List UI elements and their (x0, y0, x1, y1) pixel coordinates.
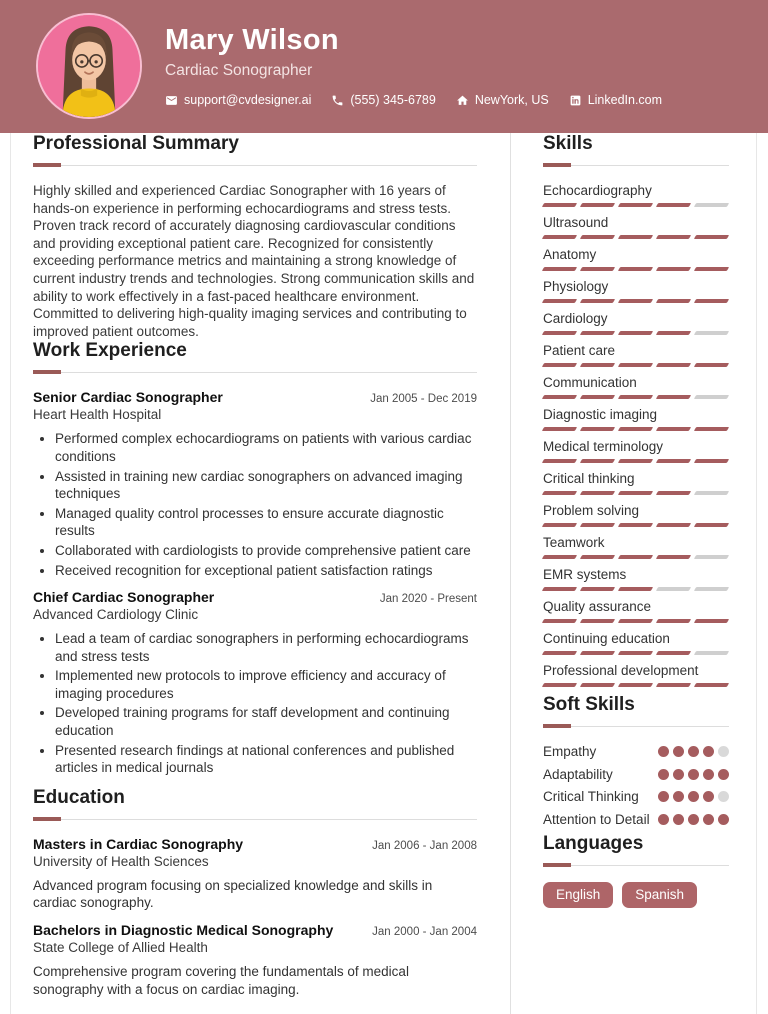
education-list (33, 836, 477, 998)
skill-bar-segment (618, 235, 653, 239)
skill-item (543, 214, 729, 239)
education-entry (33, 836, 477, 912)
soft-skill-label: Critical Thinking (543, 789, 639, 804)
soft-skills-heading: Soft Skills (543, 694, 635, 715)
heading-rule (543, 863, 729, 867)
soft-skill-dot (718, 769, 729, 780)
skill-item (543, 342, 729, 367)
skill-level-bar (543, 331, 729, 335)
skill-label: Professional development (543, 663, 699, 678)
phone-text: (555) 345-6789 (350, 93, 436, 107)
soft-skill-dots (658, 743, 729, 760)
education-description: Advanced program focusing on specialized knowledge and skills in cardiac sonography. (33, 877, 433, 911)
skill-bar-segment (618, 395, 653, 399)
skill-bar-segment (580, 555, 615, 559)
languages-heading: Languages (543, 833, 644, 854)
skill-label: Diagnostic imaging (543, 407, 658, 422)
skill-level-bar (543, 683, 729, 687)
soft-skill-dot (703, 746, 714, 757)
skill-item (543, 406, 729, 431)
skill-bar-segment (694, 235, 729, 239)
skill-level-bar (543, 299, 729, 303)
heading-rule (33, 370, 477, 374)
skill-label: Medical terminology (543, 439, 664, 454)
experience-company: Heart Health Hospital (33, 407, 162, 423)
summary-text: Highly skilled and experienced Cardiac Sonographer with 16 years of hands-on experience in performing echocardiograms and stress tests. Proven track record of accurately diagnosing cardiovascular conditions and providing exceptional patient care. Recognized for consistently exceeding performance metrics and maintaining a strong knowledge of current industry trends and technologies. Strong communication skills and ability to work effectively in a fast-paced healthcare environment. Committed to delivering high-quality imaging services and contributing to improved patient outcomes. (33, 183, 475, 339)
skill-level-bar (543, 427, 729, 431)
page-edge-left (10, 133, 11, 1014)
experience-bullet: • Received recognition for exceptional patient satisfaction ratings (55, 562, 477, 580)
skill-bar-segment (542, 267, 577, 271)
skill-level-bar (543, 651, 729, 655)
skill-bar-segment (580, 587, 615, 591)
education-school: State College of Allied Health (33, 940, 208, 956)
main-column (33, 133, 477, 1008)
soft-skill-dot (658, 791, 669, 802)
education-school: University of Health Sciences (33, 853, 209, 869)
skill-label: Anatomy (543, 247, 597, 262)
skill-bar-segment (580, 651, 615, 655)
soft-skill-dot (718, 746, 729, 757)
location-text: NewYork, US (474, 93, 549, 107)
skill-bar-segment (618, 331, 653, 335)
experience-bullet: • Performed complex echocardiograms on patients with various cardiac conditions (55, 430, 477, 465)
skill-bar-segment (542, 331, 577, 335)
skill-bar-segment (542, 619, 577, 623)
soft-skill-item (543, 766, 729, 784)
skill-bar-segment (656, 331, 691, 335)
skill-bar-segment (618, 683, 653, 687)
experience-entry (33, 389, 477, 579)
contact-row (165, 93, 662, 107)
summary-heading: Professional Summary (33, 133, 239, 154)
skill-bar-segment (542, 203, 577, 207)
skill-level-bar (543, 459, 729, 463)
skill-bar-segment (656, 459, 691, 463)
skill-item (543, 502, 729, 527)
experience-bullet-list (33, 430, 477, 579)
skill-bar-segment (694, 299, 729, 303)
soft-skill-item (543, 811, 729, 829)
soft-skill-dots (658, 766, 729, 783)
skill-bar-segment (618, 651, 653, 655)
experience-bullet-list (33, 630, 477, 777)
skill-level-bar (543, 555, 729, 559)
skill-bar-segment (694, 427, 729, 431)
education-heading: Education (33, 786, 125, 808)
skill-bar-segment (580, 683, 615, 687)
heading-rule (33, 163, 477, 167)
skill-bar-segment (542, 427, 577, 431)
skill-label: Critical thinking (543, 471, 635, 486)
skill-bar-segment (542, 363, 577, 367)
skill-label: Communication (543, 375, 637, 390)
skill-label: Teamwork (543, 535, 605, 550)
avatar-illustration (38, 15, 140, 117)
experience-heading: Work Experience (33, 340, 187, 362)
soft-skill-dot (703, 814, 714, 825)
linkedin-icon (569, 94, 582, 107)
skill-bar-segment (656, 299, 691, 303)
job-title: Cardiac Sonographer (165, 62, 313, 79)
skill-bar-segment (656, 523, 691, 527)
skill-item (543, 438, 729, 463)
skill-bar-segment (542, 555, 577, 559)
experience-date: Jan 2005 - Dec 2019 (370, 393, 477, 406)
skill-bar-segment (542, 235, 577, 239)
skill-label: EMR systems (543, 567, 627, 582)
skill-bar-segment (580, 491, 615, 495)
language-pill: Spanish (622, 882, 697, 908)
skill-bar-segment (694, 683, 729, 687)
experience-bullet: • Assisted in training new cardiac sonographers on advanced imaging techniques (55, 468, 477, 503)
education-degree: Masters in Cardiac Sonography (33, 835, 244, 852)
education-description: Comprehensive program covering the fundamentals of medical sonography with a focus on cardiac imaging. (33, 964, 409, 997)
skill-level-bar (543, 491, 729, 495)
experience-bullet: • Managed quality control processes to ensure accurate diagnostic results (55, 505, 477, 540)
skill-item (543, 598, 729, 623)
soft-skill-dot (688, 746, 699, 757)
skill-bar-segment (694, 363, 729, 367)
skill-bar-segment (542, 395, 577, 399)
skill-label: Ultrasound (543, 215, 609, 230)
skill-bar-segment (618, 523, 653, 527)
soft-skill-dot (688, 791, 699, 802)
skill-bar-segment (580, 459, 615, 463)
experience-entry-header (33, 389, 477, 405)
soft-skill-dot (673, 791, 684, 802)
soft-skill-dot (718, 814, 729, 825)
skill-label: Physiology (543, 279, 609, 294)
skill-bar-segment (694, 619, 729, 623)
skill-bar-segment (542, 587, 577, 591)
soft-skill-dot (688, 814, 699, 825)
skill-bar-segment (580, 267, 615, 271)
skill-bar-segment (618, 619, 653, 623)
email-text: support@cvdesigner.ai (184, 93, 312, 107)
skills-list (543, 182, 729, 687)
skill-bar-segment (694, 491, 729, 495)
soft-skill-dot (703, 791, 714, 802)
skill-bar-segment (580, 619, 615, 623)
soft-skill-item (543, 788, 729, 806)
skill-item (543, 374, 729, 399)
page-edge-right (756, 133, 757, 1014)
skill-bar-segment (580, 203, 615, 207)
soft-skill-dot (673, 746, 684, 757)
experience-bullet: • Lead a team of cardiac sonographers in performing echocardiograms and stress tests (55, 630, 477, 665)
column-divider (510, 133, 511, 1014)
person-name: Mary Wilson (165, 24, 339, 56)
skill-bar-segment (694, 555, 729, 559)
heading-rule (33, 817, 477, 821)
skill-bar-segment (618, 363, 653, 367)
skill-bar-segment (694, 651, 729, 655)
soft-skill-dots (658, 788, 729, 805)
skill-bar-segment (580, 331, 615, 335)
email-icon (165, 94, 178, 107)
skill-bar-segment (656, 203, 691, 207)
heading-rule (543, 724, 729, 728)
experience-list (33, 389, 477, 777)
linkedin-contact[interactable] (569, 93, 662, 107)
skill-item (543, 246, 729, 271)
skill-bar-segment (656, 619, 691, 623)
experience-title: Chief Cardiac Sonographer (33, 589, 215, 606)
skill-bar-segment (580, 523, 615, 527)
skill-bar-segment (656, 587, 691, 591)
skill-bar-segment (656, 555, 691, 559)
experience-entry (33, 589, 477, 777)
skill-level-bar (543, 523, 729, 527)
soft-skill-label: Attention to Detail (543, 811, 650, 827)
skill-bar-segment (618, 587, 653, 591)
skill-bar-segment (694, 459, 729, 463)
skill-item (543, 470, 729, 495)
skill-bar-segment (542, 459, 577, 463)
skill-bar-segment (618, 203, 653, 207)
skill-item (543, 662, 729, 687)
skill-bar-segment (542, 523, 577, 527)
soft-skill-dot (658, 746, 669, 757)
skill-item (543, 534, 729, 559)
skill-bar-segment (694, 523, 729, 527)
soft-skill-dot (673, 814, 684, 825)
skill-bar-segment (580, 395, 615, 399)
experience-bullet: • Collaborated with cardiologists to provide comprehensive patient care (55, 542, 477, 560)
soft-skill-dot (688, 769, 699, 780)
linkedin-text: LinkedIn.com (587, 93, 663, 107)
skill-bar-segment (656, 235, 691, 239)
skill-bar-segment (656, 363, 691, 367)
skill-bar-segment (694, 395, 729, 399)
language-pill: English (543, 882, 613, 908)
skill-bar-segment (656, 491, 691, 495)
education-degree: Bachelors in Diagnostic Medical Sonography (33, 922, 334, 939)
skill-bar-segment (618, 299, 653, 303)
email-contact[interactable] (165, 93, 311, 107)
soft-skill-dot (658, 769, 669, 780)
skill-bar-segment (542, 299, 577, 303)
experience-company: Advanced Cardiology Clinic (33, 607, 199, 623)
experience-entry-header (33, 589, 477, 605)
education-entry (33, 922, 477, 998)
skill-bar-segment (618, 459, 653, 463)
education-entry-header (33, 922, 477, 938)
skill-bar-segment (694, 331, 729, 335)
skill-bar-segment (580, 235, 615, 239)
skill-bar-segment (618, 491, 653, 495)
skill-bar-segment (580, 299, 615, 303)
skill-item (543, 630, 729, 655)
experience-bullet: • Implemented new protocols to improve efficiency and accuracy of imaging procedures (55, 667, 477, 702)
soft-skill-dots (658, 811, 729, 828)
skill-label: Quality assurance (543, 599, 652, 614)
skill-bar-segment (656, 683, 691, 687)
soft-skills-list (543, 743, 729, 828)
experience-title: Senior Cardiac Sonographer (33, 389, 223, 406)
skill-level-bar (543, 203, 729, 207)
skill-level-bar (543, 235, 729, 239)
skills-heading: Skills (543, 133, 593, 154)
skill-bar-segment (542, 491, 577, 495)
skill-bar-segment (656, 651, 691, 655)
soft-skill-item (543, 743, 729, 761)
skill-level-bar (543, 619, 729, 623)
soft-skill-dot (718, 791, 729, 802)
skill-bar-segment (694, 203, 729, 207)
skill-item (543, 278, 729, 303)
soft-skill-dot (658, 814, 669, 825)
skill-label: Patient care (543, 343, 616, 358)
skill-bar-segment (694, 267, 729, 271)
skill-item (543, 182, 729, 207)
header-band (0, 0, 768, 133)
skill-label: Continuing education (543, 631, 670, 646)
heading-rule (543, 163, 729, 167)
skill-label: Problem solving (543, 503, 640, 518)
home-icon (456, 94, 469, 107)
skill-bar-segment (618, 555, 653, 559)
skill-bar-segment (694, 587, 729, 591)
soft-skill-label: Adaptability (543, 766, 613, 782)
languages-list (543, 882, 729, 908)
education-date: Jan 2006 - Jan 2008 (372, 839, 477, 852)
experience-bullet: • Presented research findings at national conferences and published articles in medical journals (55, 742, 477, 777)
phone-contact (331, 93, 435, 107)
profile-photo (36, 13, 142, 119)
skill-level-bar (543, 363, 729, 367)
experience-date: Jan 2020 - Present (379, 593, 477, 606)
skill-label: Echocardiography (543, 183, 652, 198)
skill-bar-segment (580, 363, 615, 367)
phone-icon (331, 94, 344, 107)
skill-bar-segment (542, 651, 577, 655)
skill-bar-segment (656, 427, 691, 431)
education-date: Jan 2000 - Jan 2004 (372, 926, 477, 939)
skill-level-bar (543, 587, 729, 591)
location-contact (456, 93, 549, 107)
soft-skill-label: Empathy (543, 744, 597, 759)
education-entry-header (33, 836, 477, 852)
skill-item (543, 566, 729, 591)
skill-bar-segment (580, 427, 615, 431)
skill-bar-segment (656, 267, 691, 271)
skill-level-bar (543, 267, 729, 271)
experience-bullet: • Developed training programs for staff development and continuing education (55, 704, 477, 739)
skill-bar-segment (618, 427, 653, 431)
sidebar-column (543, 133, 729, 908)
skill-label: Cardiology (543, 311, 608, 326)
skill-bar-segment (618, 267, 653, 271)
soft-skill-dot (673, 769, 684, 780)
skill-bar-segment (656, 395, 691, 399)
skill-level-bar (543, 395, 729, 399)
skill-bar-segment (542, 683, 577, 687)
soft-skill-dot (703, 769, 714, 780)
skill-item (543, 310, 729, 335)
